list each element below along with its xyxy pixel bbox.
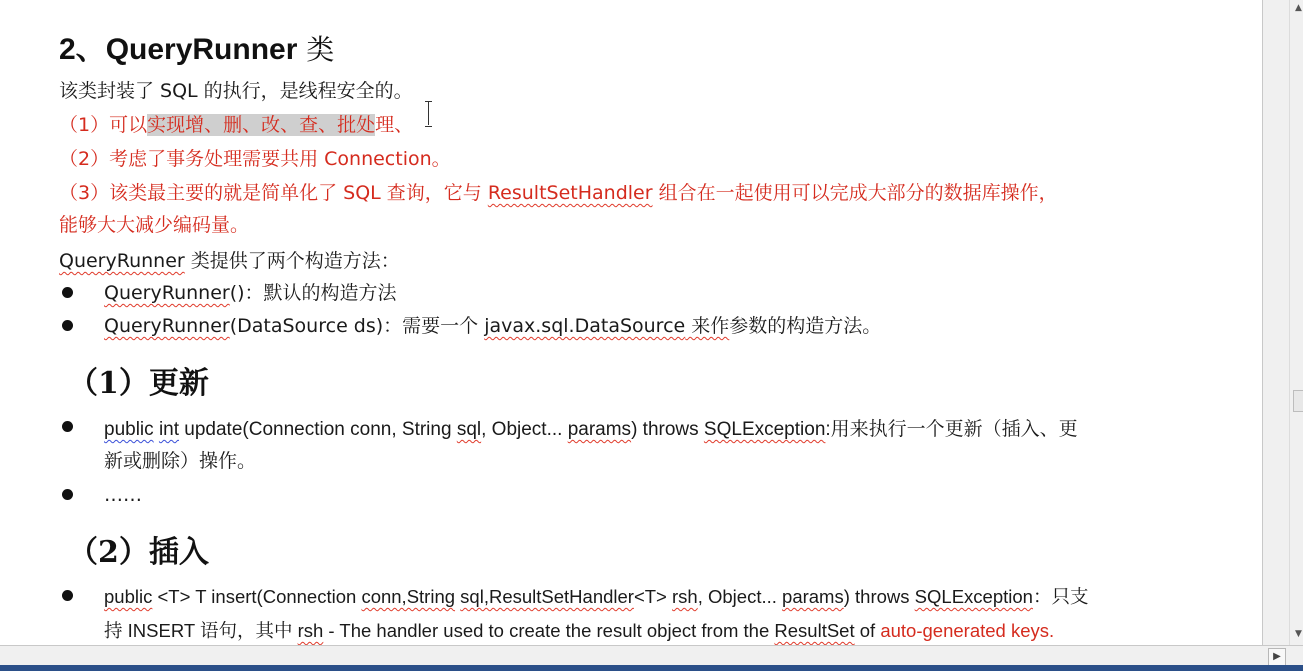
heading-name: QueryRunner	[105, 33, 298, 66]
param-sql: sql	[456, 419, 482, 440]
text-selection[interactable]: 实现增、删、改、查、批处	[147, 114, 376, 136]
clipped-text-line	[200, 0, 760, 4]
feature-item-3-line2: 能够大大减少编码量。	[59, 214, 250, 236]
scroll-up-icon[interactable]: ▲	[1295, 3, 1302, 13]
exception-name: SQLException	[914, 586, 1033, 607]
horizontal-scrollbar[interactable]	[0, 645, 1303, 666]
vertical-scrollbar[interactable]	[1262, 0, 1303, 645]
scroll-thumb[interactable]	[1293, 390, 1303, 412]
keyword-public: public	[104, 586, 153, 607]
param-params: params	[567, 419, 632, 440]
section-heading	[59, 24, 334, 68]
constructor-2-tail: 参数的构造方法。	[729, 315, 882, 337]
bullet-icon	[62, 590, 73, 601]
constructor-2-type: javax.sql.DataSource	[484, 315, 686, 337]
feature-3-suffix: 组合在一起使用可以完成大部分的数据库操作，	[652, 182, 1058, 204]
insert-sig-part: , Object...	[697, 586, 783, 607]
update-description-line2: 新或删除）操作。	[104, 450, 257, 472]
subheading-update: （1）更新	[68, 366, 209, 401]
insert-description: ：只支	[1032, 586, 1089, 607]
insert-sig-part: ) throws	[843, 586, 915, 607]
constructor-1-desc: ()：默认的构造方法	[229, 282, 397, 304]
ruler-line	[1289, 0, 1290, 645]
subheading-insert: （2）插入	[68, 535, 209, 570]
feature-1-prefix: （1）可以	[59, 114, 148, 136]
heading-suffix: 类	[297, 33, 335, 66]
constructor-2-tail-underlined: 来作	[685, 315, 730, 337]
feature-item-1	[59, 112, 413, 138]
update-description: :用来执行一个更新（插入、更	[825, 419, 1078, 440]
insert-line2-part: 持 INSERT 语句，其中	[104, 620, 298, 641]
feature-2-code: Connection	[324, 148, 432, 170]
feature-3-prefix: （3）该类最主要的就是简单化了 SQL 查询，它与	[59, 182, 488, 204]
update-sig-part: update(Connection conn, String	[179, 419, 457, 440]
insert-description-line2	[104, 617, 1054, 643]
constructor-2-name: QueryRunner	[104, 315, 230, 337]
feature-3-code: ResultSetHandler	[487, 182, 653, 204]
scroll-down-icon[interactable]: ▼	[1295, 629, 1302, 639]
intro-paragraph: 该类封装了 SQL 的执行，是线程安全的。	[59, 80, 413, 102]
update-signature	[104, 414, 1078, 441]
update-sig-part: ) throws	[631, 419, 704, 440]
bullet-icon	[62, 320, 73, 331]
param-sql: sql,ResultSetHandler	[460, 586, 634, 607]
insert-line2-part: of	[854, 620, 881, 641]
constructors-intro	[59, 248, 400, 274]
class-name: QueryRunner	[59, 250, 185, 272]
feature-2-suffix: 。	[431, 148, 451, 170]
auto-generated-keys-text: auto-generated keys.	[880, 620, 1055, 641]
scroll-right-icon[interactable]: ▶	[1268, 648, 1286, 666]
heading-number: 2、	[59, 33, 106, 66]
constructor-default	[104, 280, 397, 306]
bullet-icon	[62, 489, 73, 500]
keyword-int: int	[158, 419, 180, 440]
param-rsh: rsh	[672, 586, 698, 607]
bullet-icon	[62, 421, 73, 432]
exception-name: SQLException	[703, 419, 826, 440]
taskbar	[0, 665, 1303, 671]
keyword-public: public	[104, 419, 154, 440]
constructor-2-args: (DataSource ds)：需要一个	[229, 315, 485, 337]
param-params: params	[782, 586, 844, 607]
i-beam-cursor-icon	[424, 101, 434, 127]
constructor-datasource	[104, 313, 881, 339]
feature-2-prefix: （2）考虑了事务处理需要共用	[59, 148, 325, 170]
feature-item-2	[59, 146, 451, 172]
insert-line2-part: - The handler used to create the result object from the	[323, 620, 775, 641]
insert-sig-part: <T>	[633, 586, 673, 607]
insert-signature	[104, 583, 1088, 609]
feature-1-suffix: 理、	[375, 114, 414, 136]
feature-item-3	[59, 180, 1058, 206]
update-sig-part: , Object...	[481, 419, 568, 440]
insert-sig-part: <T> T insert(Connection	[152, 586, 362, 607]
param-conn: conn,String	[361, 586, 456, 607]
ellipsis-item: ……	[104, 484, 142, 506]
constructor-1-name: QueryRunner	[104, 282, 230, 304]
resultset-name: ResultSet	[774, 620, 855, 641]
bullet-icon	[62, 287, 73, 298]
constructors-intro-text: 类提供了两个构造方法：	[184, 250, 400, 272]
param-rsh: rsh	[297, 620, 324, 641]
